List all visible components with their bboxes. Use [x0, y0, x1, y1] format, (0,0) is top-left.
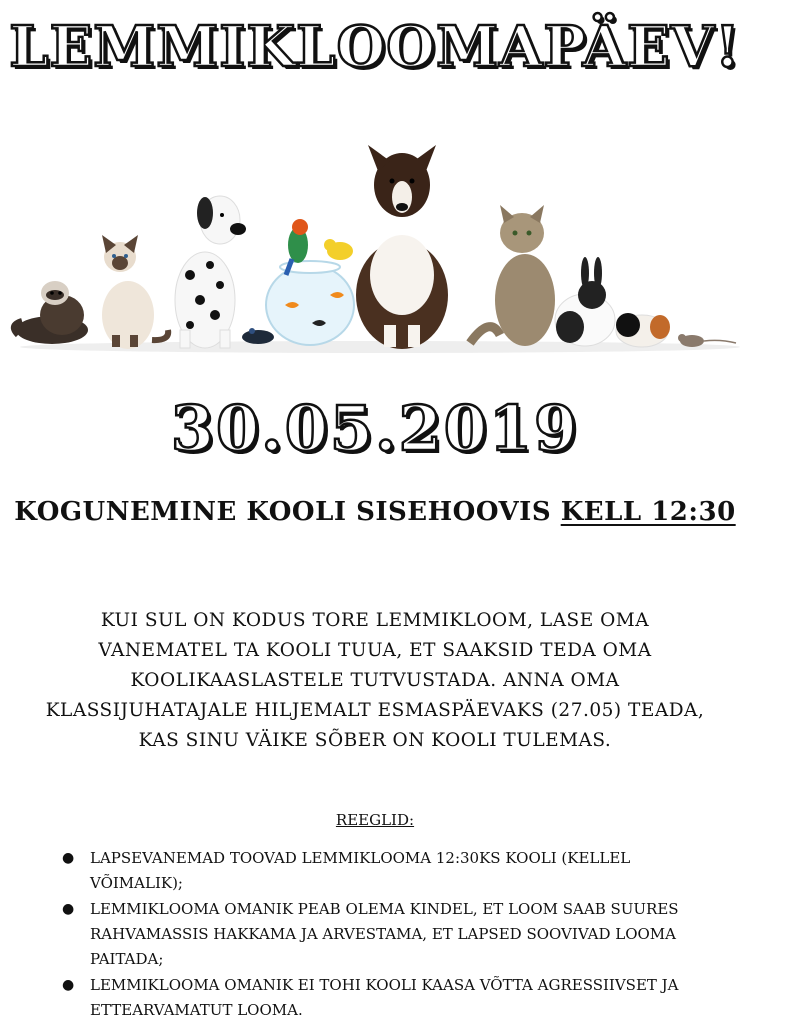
fishbowl-figure	[266, 261, 354, 345]
gathering-place: KOGUNEMINE KOOLI SISEHOOVIS	[14, 497, 552, 527]
rule-text: LEMMIKLOOMA OMANIK EI TOHI KOOLI KAASA VÕTTA AGRESSIIVSET JA ETTEARVAMATUT LOOMA.	[90, 976, 679, 1019]
bullet-icon: ●	[62, 977, 75, 993]
rule-text: LEMMIKLOOMA OMANIK PEAB OLEMA KINDEL, ET LOOM SAAB SUURES RAHVAMASSIS HAKKAMA JA ARVESTAMA, ET LAPSED SOOVIVAD LOOMA PAITADA;	[90, 900, 679, 968]
collie-figure	[356, 145, 448, 349]
guinea-pig-figure	[616, 313, 670, 347]
bullet-icon: ●	[62, 901, 75, 917]
rule-item	[60, 897, 710, 972]
pets-photo	[0, 135, 792, 360]
rule-text: LAPSEVANEMAD TOOVAD LEMMIKLOOMA 12:30KS KOOLI (KELLEL VÕIMALIK);	[90, 849, 631, 892]
rule-item	[60, 846, 710, 896]
siamese-cat-figure	[102, 235, 168, 349]
gathering-time: KELL 12:30	[560, 497, 736, 527]
rule-item	[60, 973, 710, 1023]
canary-figure	[324, 239, 353, 260]
event-date: 30.05.2019	[170, 392, 580, 465]
intro-paragraph: KUI SUL ON KODUS TORE LEMMIKLOOM, LASE OMA VANEMATEL TA KOOLI TUUA, ET SAAKSID TEDA OMA KOOLIKAASLASTELE TUTVUSTADA. ANNA OMA KLASSIJUHATAJALE HILJEMALT ESMASPÄEVAKS (27.05) TEADA, KAS SINU VÄIKE SÕBER ON KOOLI TULEMAS.	[45, 610, 705, 751]
poster-title: LEMMIKLOOMAPÄEV!	[9, 14, 741, 80]
dalmatian-figure	[175, 196, 246, 348]
frog-figure	[242, 328, 274, 344]
tabby-cat-figure	[470, 205, 555, 346]
rabbit-figure	[555, 257, 615, 346]
gathering-info	[0, 497, 750, 527]
bullet-icon: ●	[62, 850, 75, 866]
rules-list	[60, 846, 710, 1024]
ferret-figure	[14, 281, 88, 344]
rules-heading: REEGLID:	[335, 811, 415, 829]
